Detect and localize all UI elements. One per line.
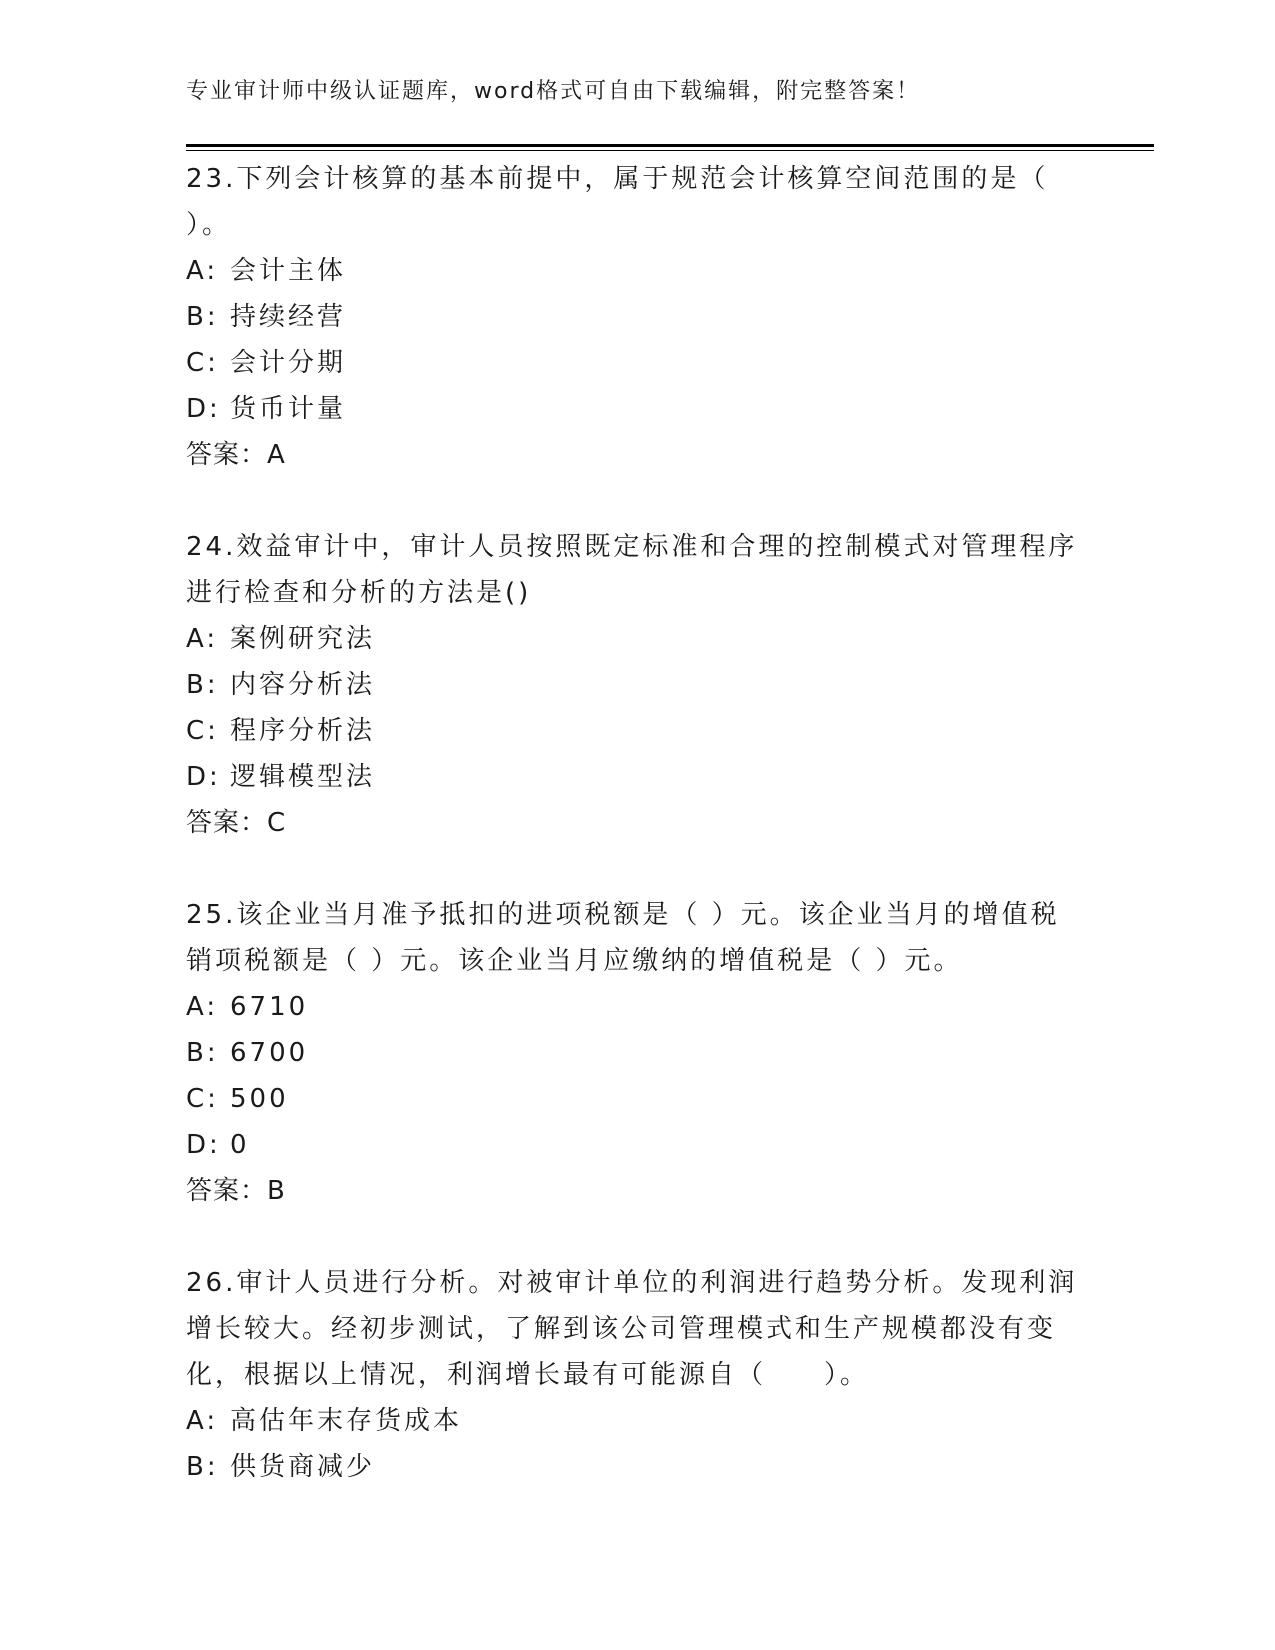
option-letter: B: (186, 1038, 219, 1068)
option-text: 货币计量 (230, 394, 347, 424)
option-letter: A: (186, 624, 219, 654)
option-letter: D: (186, 762, 221, 792)
option-letter: B: (186, 1452, 219, 1482)
option-letter: B: (186, 302, 219, 332)
option-b (186, 294, 1086, 340)
option-b (186, 1030, 1086, 1076)
option-c (186, 340, 1086, 386)
header-rule-thick (186, 144, 1154, 147)
question-26 (186, 1260, 1086, 1490)
option-text: 案例研究法 (230, 624, 376, 654)
option-c (186, 708, 1086, 754)
option-d (186, 386, 1086, 432)
question-23 (186, 156, 1086, 478)
answer-line: 答案：B (186, 1176, 286, 1206)
question-stem: 23.下列会计核算的基本前提中，属于规范会计核算空间范围的是（ ）。 (186, 164, 1049, 240)
option-a (186, 616, 1086, 662)
question-24 (186, 524, 1086, 846)
option-text: 供货商减少 (230, 1452, 376, 1482)
option-letter: B: (186, 670, 219, 700)
option-letter: A: (186, 992, 219, 1022)
option-letter: A: (186, 256, 219, 286)
option-a (186, 248, 1086, 294)
option-b (186, 1444, 1086, 1490)
option-text: 程序分析法 (230, 716, 376, 746)
question-stem: 26.审计人员进行分析。对被审计单位的利润进行趋势分析。发现利润增长较大。经初步测试，了解到该公司管理模式和生产规模都没有变化，根据以上情况，利润增长最有可能源自（ ）。 (186, 1268, 1078, 1390)
option-letter: D: (186, 1130, 221, 1160)
question-stem: 25.该企业当月准予抵扣的进项税额是（ ）元。该企业当月的增值税销项税额是（ ）元。该企业当月应缴纳的增值税是（ ）元。 (186, 900, 1060, 976)
answer-line: 答案：A (186, 440, 286, 470)
header-rule-thin (186, 150, 1154, 151)
option-letter: C: (186, 348, 219, 378)
option-a (186, 1398, 1086, 1444)
answer-line: 答案：C (186, 808, 287, 838)
option-text: 会计主体 (230, 256, 347, 286)
option-letter: C: (186, 1084, 219, 1114)
option-text: 高估年末存货成本 (230, 1406, 463, 1436)
option-text: 6710 (230, 992, 309, 1022)
question-list (186, 156, 1086, 1536)
page-header: 专业审计师中级认证题库，word格式可自由下载编辑，附完整答案！ (186, 79, 921, 104)
option-text: 6700 (230, 1038, 309, 1068)
option-text: 会计分期 (230, 348, 347, 378)
option-text: 内容分析法 (230, 670, 376, 700)
option-letter: A: (186, 1406, 219, 1436)
option-c (186, 1076, 1086, 1122)
option-text: 逻辑模型法 (230, 762, 376, 792)
question-25 (186, 892, 1086, 1214)
option-text: 500 (230, 1084, 289, 1114)
question-stem: 24.效益审计中，审计人员按照既定标准和合理的控制模式对管理程序进行检查和分析的方法是() (186, 532, 1078, 608)
option-d (186, 754, 1086, 800)
option-text: 0 (230, 1130, 250, 1160)
option-letter: C: (186, 716, 219, 746)
option-d (186, 1122, 1086, 1168)
option-letter: D: (186, 394, 221, 424)
option-text: 持续经营 (230, 302, 347, 332)
option-a (186, 984, 1086, 1030)
option-b (186, 662, 1086, 708)
